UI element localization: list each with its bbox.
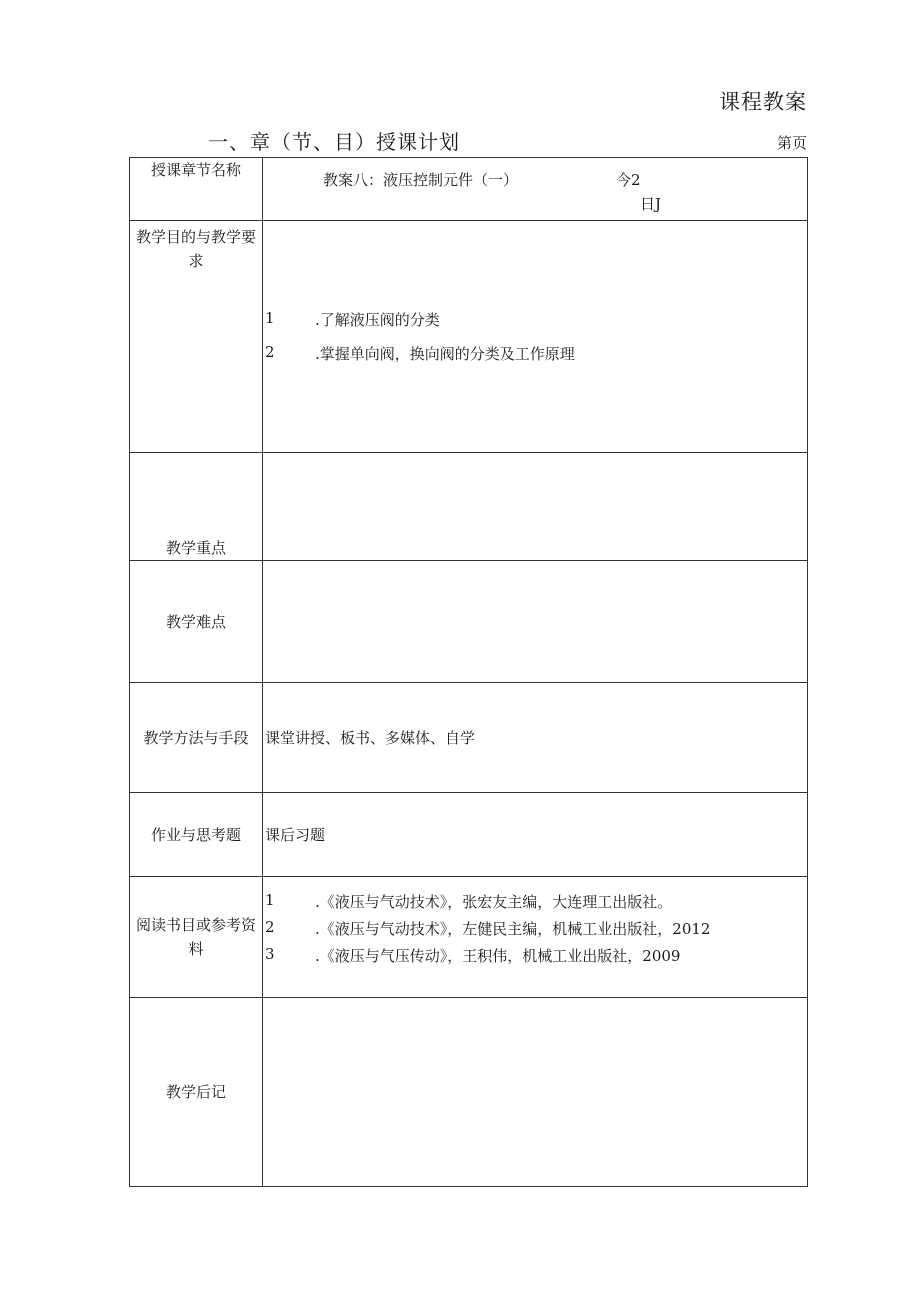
reference-text: .《液压与气动技术》，张宏友主编，大连理工出版社。 [315,893,673,911]
header-mark-2: 日J [640,195,662,213]
postscript-label: 教学后记 [130,998,263,1187]
reference-num: 1 [265,891,275,909]
objective-num: 2 [265,343,275,361]
key-points-cell [263,453,808,561]
difficulties-label: 教学难点 [130,561,263,683]
references-label: 阅读书目或参考资料 [130,877,263,998]
objectives-label: 教学目的与教学要求 [130,221,263,453]
lesson-plan-table [129,157,808,1187]
methods-label: 教学方法与手段 [130,683,263,793]
document-title: 课程教案 [719,90,807,114]
objective-text: .掌握单向阀，换向阀的分类及工作原理 [315,345,575,363]
difficulties-cell [263,561,808,683]
homework-cell: 课后习题 [263,793,808,877]
page-label: 第页 [776,134,807,152]
homework-label: 作业与思考题 [130,793,263,877]
references-row [130,877,808,998]
reference-text: .《液压与气动技术》，左健民主编，机械工业出版社，2012 [315,920,711,938]
reference-num: 3 [265,945,275,963]
objective-text: .了解液压阀的分类 [315,311,440,329]
objectives-cell [263,221,808,453]
key-points-row [130,453,808,561]
header-mark-1: 今2 [616,171,641,189]
reference-num: 2 [265,918,275,936]
postscript-cell [263,998,808,1187]
section-title: 一、章（节、目）授课计划 [208,130,460,154]
homework-row [130,793,808,877]
lesson-title: 教案八：液压控制元件（一） [323,171,519,189]
methods-row [130,683,808,793]
references-cell [263,877,808,998]
chapter-name-label: 授课章节名称 [130,158,263,221]
methods-cell: 课堂讲授、板书、多媒体、自学 [263,683,808,793]
difficulties-row [130,561,808,683]
key-points-label: 教学重点 [130,453,263,561]
header-row [130,158,808,221]
reference-text: .《液压与气压传动》，王积伟，机械工业出版社，2009 [315,947,681,965]
objective-num: 1 [265,309,275,327]
chapter-name-cell [263,158,808,221]
objectives-row [130,221,808,453]
postscript-row [130,998,808,1187]
